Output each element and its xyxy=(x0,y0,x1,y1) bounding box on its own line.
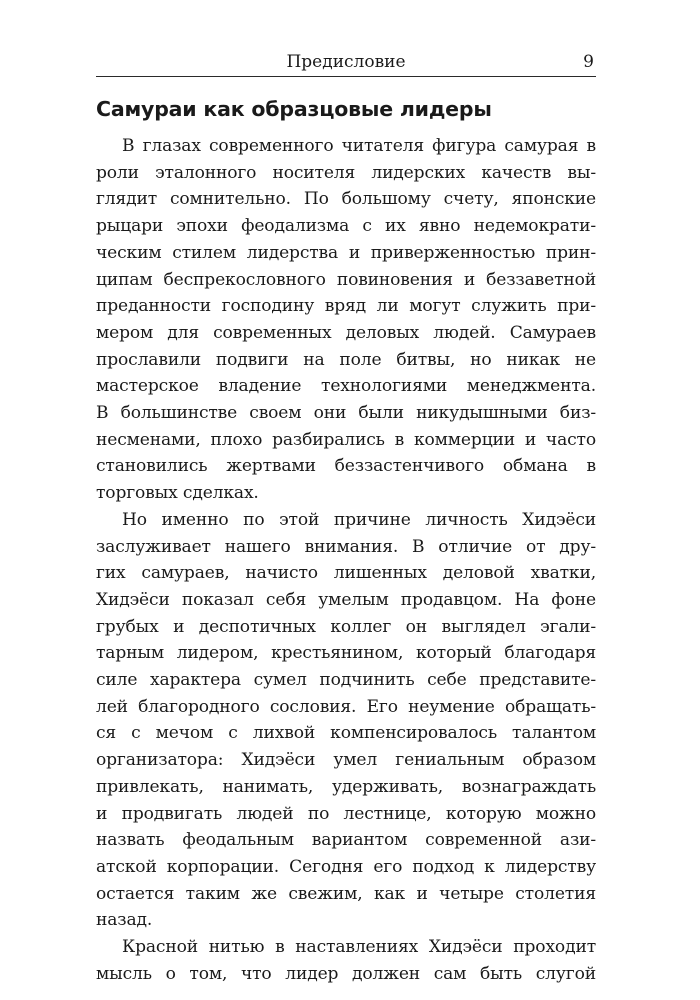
text-line: Хидэёси показал себя умелым продавцом. На фоне xyxy=(96,589,596,610)
paragraph xyxy=(96,133,596,507)
text-line: Но именно по этой причине личность Хидэёси xyxy=(122,509,596,530)
text-line: мысль о том, что лидер должен сам быть слугой xyxy=(96,963,596,984)
text-line: гих самураев, начисто лишенных деловой хватки, xyxy=(96,563,596,584)
text-line: организатора: Хидэёси умел гениальным образом xyxy=(96,750,596,771)
paragraph xyxy=(96,934,596,987)
text-line: мером для современных деловых людей. Самураев xyxy=(96,322,596,343)
text-line: назвать феодальным вариантом современной ази- xyxy=(96,830,596,851)
text-line: и продвигать людей по лестнице, которую можно xyxy=(96,803,596,824)
running-title: Предисловие xyxy=(286,52,406,72)
text-line: грубых и деспотичных коллег он выглядел эгали- xyxy=(96,616,596,637)
text-line: ся с мечом с лихвой компенсировалось талантом xyxy=(96,723,596,744)
running-header xyxy=(96,50,596,77)
text-line: привлекать, нанимать, удерживать, вознаграждать xyxy=(96,776,596,797)
text-line: заслуживает нашего внимания. В отличие от дру- xyxy=(96,536,596,557)
section-title: Самураи как образцовые лидеры xyxy=(96,97,492,121)
text-line: глядит сомнительно. По большому счету, японские xyxy=(96,189,596,210)
text-line: роли эталонного носителя лидерских качеств вы- xyxy=(96,162,596,183)
text-line: атской корпорации. Сегодня его подход к лидерству xyxy=(96,856,596,877)
text-line: лей благородного сословия. Его неумение обращать- xyxy=(96,696,596,717)
text-line: становились жертвами беззастенчивого обмана в xyxy=(96,456,596,477)
text-line: назад. xyxy=(96,910,153,931)
book-page xyxy=(96,50,596,988)
text-line: прославили подвиги на поле битвы, но никак не xyxy=(96,349,596,370)
paragraph xyxy=(96,507,596,934)
text-line: остается таким же свежим, как и четыре столетия xyxy=(96,883,596,904)
text-line: В большинстве своем они были никудышными биз- xyxy=(96,403,596,424)
text-line: несменами, плохо разбирались в коммерции и часто xyxy=(96,429,596,450)
text-line: ципам беспрекословного повиновения и беззаветной xyxy=(96,269,596,290)
text-line: рыцари эпохи феодализма с их явно недемократи- xyxy=(96,216,596,237)
text-line: ческим стилем лидерства и приверженностью прин- xyxy=(96,242,596,263)
text-line: тарным лидером, крестьянином, который благодаря xyxy=(96,643,596,664)
text-line: мастерское владение технологиями менеджмента. xyxy=(96,376,596,397)
text-line: Красной нитью в наставлениях Хидэёси проходит xyxy=(122,937,596,958)
body-text xyxy=(96,133,596,988)
text-line: преданности господину вряд ли могут служить при- xyxy=(96,296,596,317)
text-line: В глазах современного читателя фигура самурая в xyxy=(122,136,596,156)
page-number: 9 xyxy=(583,52,594,72)
text-line: торговых сделках. xyxy=(96,483,259,504)
text-line: силе характера сумел подчинить себе представите- xyxy=(96,670,596,691)
